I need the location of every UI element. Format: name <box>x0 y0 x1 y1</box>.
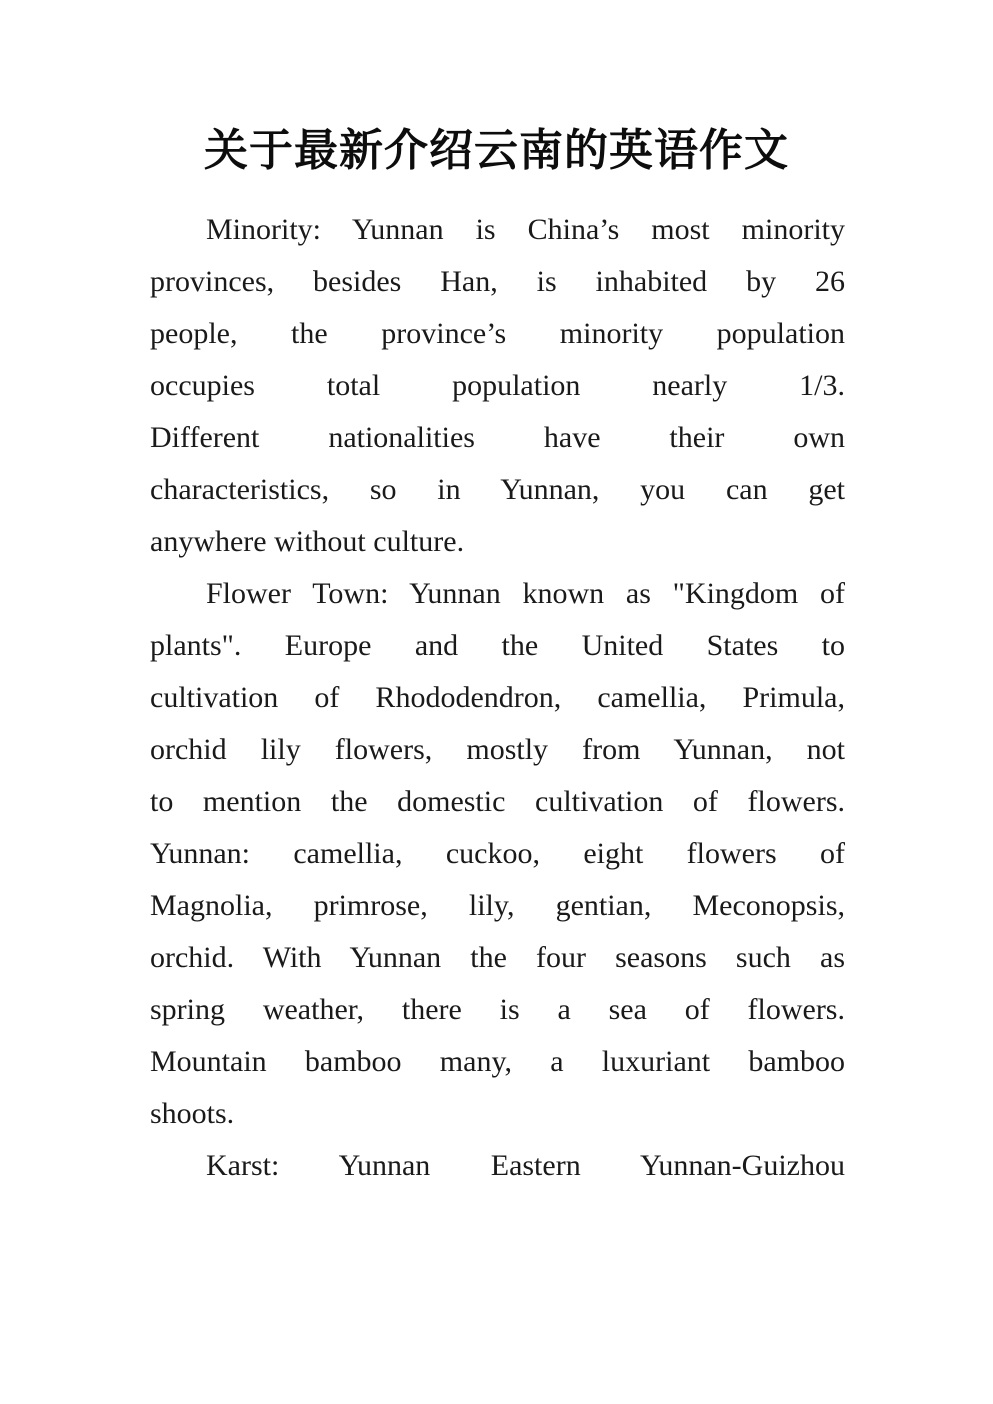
text-line: provinces, besides Han, is inhabited by 26 <box>150 265 845 298</box>
document-title: 关于最新介绍云南的英语作文 <box>204 126 789 175</box>
document-body <box>0 204 993 1192</box>
text-line: shoots. <box>150 1097 235 1130</box>
text-line: Different nationalities have their own <box>150 421 845 454</box>
text-line: orchid. With Yunnan the four seasons such as <box>150 941 845 974</box>
text-line: cultivation of Rhododendron, camellia, Primula, <box>150 681 845 714</box>
text-line: Magnolia, primrose, lily, gentian, Meconopsis, <box>150 889 845 922</box>
text-line: characteristics, so in Yunnan, you can get <box>150 473 845 506</box>
text-line: Minority: Yunnan is China’s most minority <box>206 213 845 246</box>
text-line: Mountain bamboo many, a luxuriant bamboo <box>150 1045 845 1078</box>
text-line: people, the province’s minority population <box>150 317 845 350</box>
text-line: Flower Town: Yunnan known as "Kingdom of <box>206 577 845 610</box>
text-line: occupies total population nearly 1/3. <box>150 369 845 402</box>
text-line: Karst: Yunnan Eastern Yunnan-Guizhou <box>206 1149 845 1182</box>
text-line: anywhere without culture. <box>150 525 465 558</box>
text-line: spring weather, there is a sea of flowers. <box>150 993 845 1026</box>
text-line: plants". Europe and the United States to <box>150 629 845 662</box>
text-line: Yunnan: camellia, cuckoo, eight flowers of <box>150 837 845 870</box>
text-line: to mention the domestic cultivation of flowers. <box>150 785 845 818</box>
text-line: orchid lily flowers, mostly from Yunnan, not <box>150 733 845 766</box>
